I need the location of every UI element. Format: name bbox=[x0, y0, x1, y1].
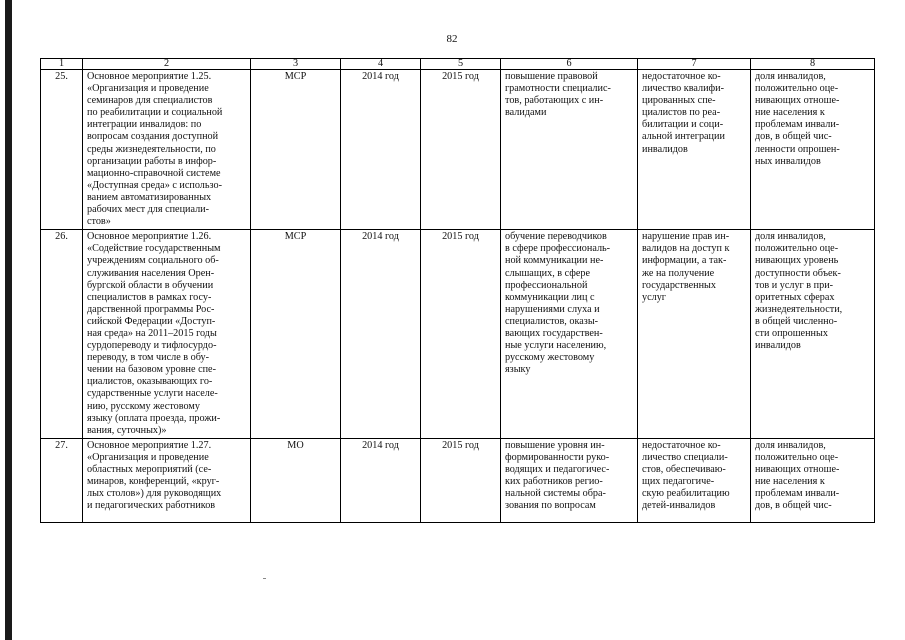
related-indicator: доля инвалидов, положительно оце- нивающих уровень доступности объек- тов и услуг в при- оритетных сферах жизнедеятельности, в общей численно- сти опрошенных инвалидов bbox=[751, 230, 875, 439]
scan-edge-bar bbox=[5, 0, 12, 640]
start-year: 2014 год bbox=[341, 70, 421, 230]
related-indicator: доля инвалидов, положительно оце- нивающих отноше- ние населения к проблемам инвали- дов, в общей чис- bbox=[755, 439, 840, 512]
measure-name-cell bbox=[83, 438, 251, 522]
end-year: 2015 год bbox=[421, 438, 501, 522]
expected-result: повышение уровня ин- формированности руко- водящих и педагогичес- ких работников регио- нальной системы обра- зования по вопросам bbox=[505, 439, 610, 512]
non-implementation-consequence: недостаточное ко- личество специали- стов, обеспечиваю- щих педагогиче- скую реабилитацию детей-инвалидов bbox=[642, 439, 730, 512]
scan-speck bbox=[263, 578, 266, 579]
executor: МСР bbox=[251, 230, 341, 439]
measure-name: Основное мероприятие 1.27. «Организация и проведение областных мероприятий (се- минаров, конференций, «круг- лых столов») для руководящих и педагогических работников bbox=[87, 439, 222, 512]
non-implementation-consequence: недостаточное ко- личество квалифи- цированных спе- циалистов по реа- билитации и соци- альной интеграции инвалидов bbox=[638, 70, 751, 230]
related-indicator: доля инвалидов, положительно оце- нивающих отноше- ние населения к проблемам инвали- дов, в общей чис- ленности опрошен- ных инвалидов bbox=[751, 70, 875, 230]
header-col-7: 7 bbox=[638, 59, 751, 70]
header-col-8: 8 bbox=[751, 59, 875, 70]
header-col-6: 6 bbox=[501, 59, 638, 70]
non-implementation-consequence-cell bbox=[638, 438, 751, 522]
row-number: 26. bbox=[41, 230, 83, 439]
table-row bbox=[41, 230, 875, 439]
header-col-4: 4 bbox=[341, 59, 421, 70]
expected-result-cell bbox=[501, 438, 638, 522]
expected-result: повышение правовой грамотности специалис- тов, работающих с ин- валидами bbox=[501, 70, 638, 230]
header-col-2: 2 bbox=[83, 59, 251, 70]
table-row bbox=[41, 438, 875, 522]
header-row bbox=[41, 59, 875, 70]
start-year: 2014 год bbox=[341, 230, 421, 439]
row-number: 27. bbox=[41, 438, 83, 522]
header-col-1: 1 bbox=[41, 59, 83, 70]
measure-name: Основное мероприятие 1.25. «Организация и проведение семинаров для специалистов по реабилитации и социальной интеграции инвалидов: по вопросам создания доступной среды жизнедеятельности, по организации работы в инфор- мационно-справочной системе «Доступная среда» с использо- ванием автоматизированных рабочих мест для специали- стов» bbox=[83, 70, 251, 230]
start-year: 2014 год bbox=[341, 438, 421, 522]
non-implementation-consequence: нарушение прав ин- валидов на доступ к информации, а так- же на получение государственных услуг bbox=[638, 230, 751, 439]
page-number: 82 bbox=[446, 33, 458, 45]
row-number: 25. bbox=[41, 70, 83, 230]
header-col-3: 3 bbox=[251, 59, 341, 70]
table-row bbox=[41, 70, 875, 230]
end-year: 2015 год bbox=[421, 70, 501, 230]
expected-result: обучение переводчиков в сфере профессиональ- ной коммуникации не- слышащих, в сфере профессиональной коммуникации лиц с нарушениями слуха и специалистов, оказы- вающих государствен- ные услуги населению, русскому жестовому языку bbox=[501, 230, 638, 439]
end-year: 2015 год bbox=[421, 230, 501, 439]
header-col-5: 5 bbox=[421, 59, 501, 70]
measures-table bbox=[40, 58, 875, 523]
executor: МСР bbox=[251, 70, 341, 230]
measure-name: Основное мероприятие 1.26. «Содействие государственным учреждениям социального об- служивания населения Орен- бургской области в обучении специалистов в рамках госу- дарственной программы Рос- сийской Федерации «Доступ- ная среда» на 2011–2015 годы сурдопереводу и тифлосурдо- переводу, в том числе в обу- чении на базовом уровне спе- циалистов, оказывающих го- сударственные услуги населе- нию, русскому жестовому языку (оплата проезда, прожи- вания, суточных)» bbox=[83, 230, 251, 439]
executor: МО bbox=[251, 438, 341, 522]
related-indicator-cell bbox=[751, 438, 875, 522]
